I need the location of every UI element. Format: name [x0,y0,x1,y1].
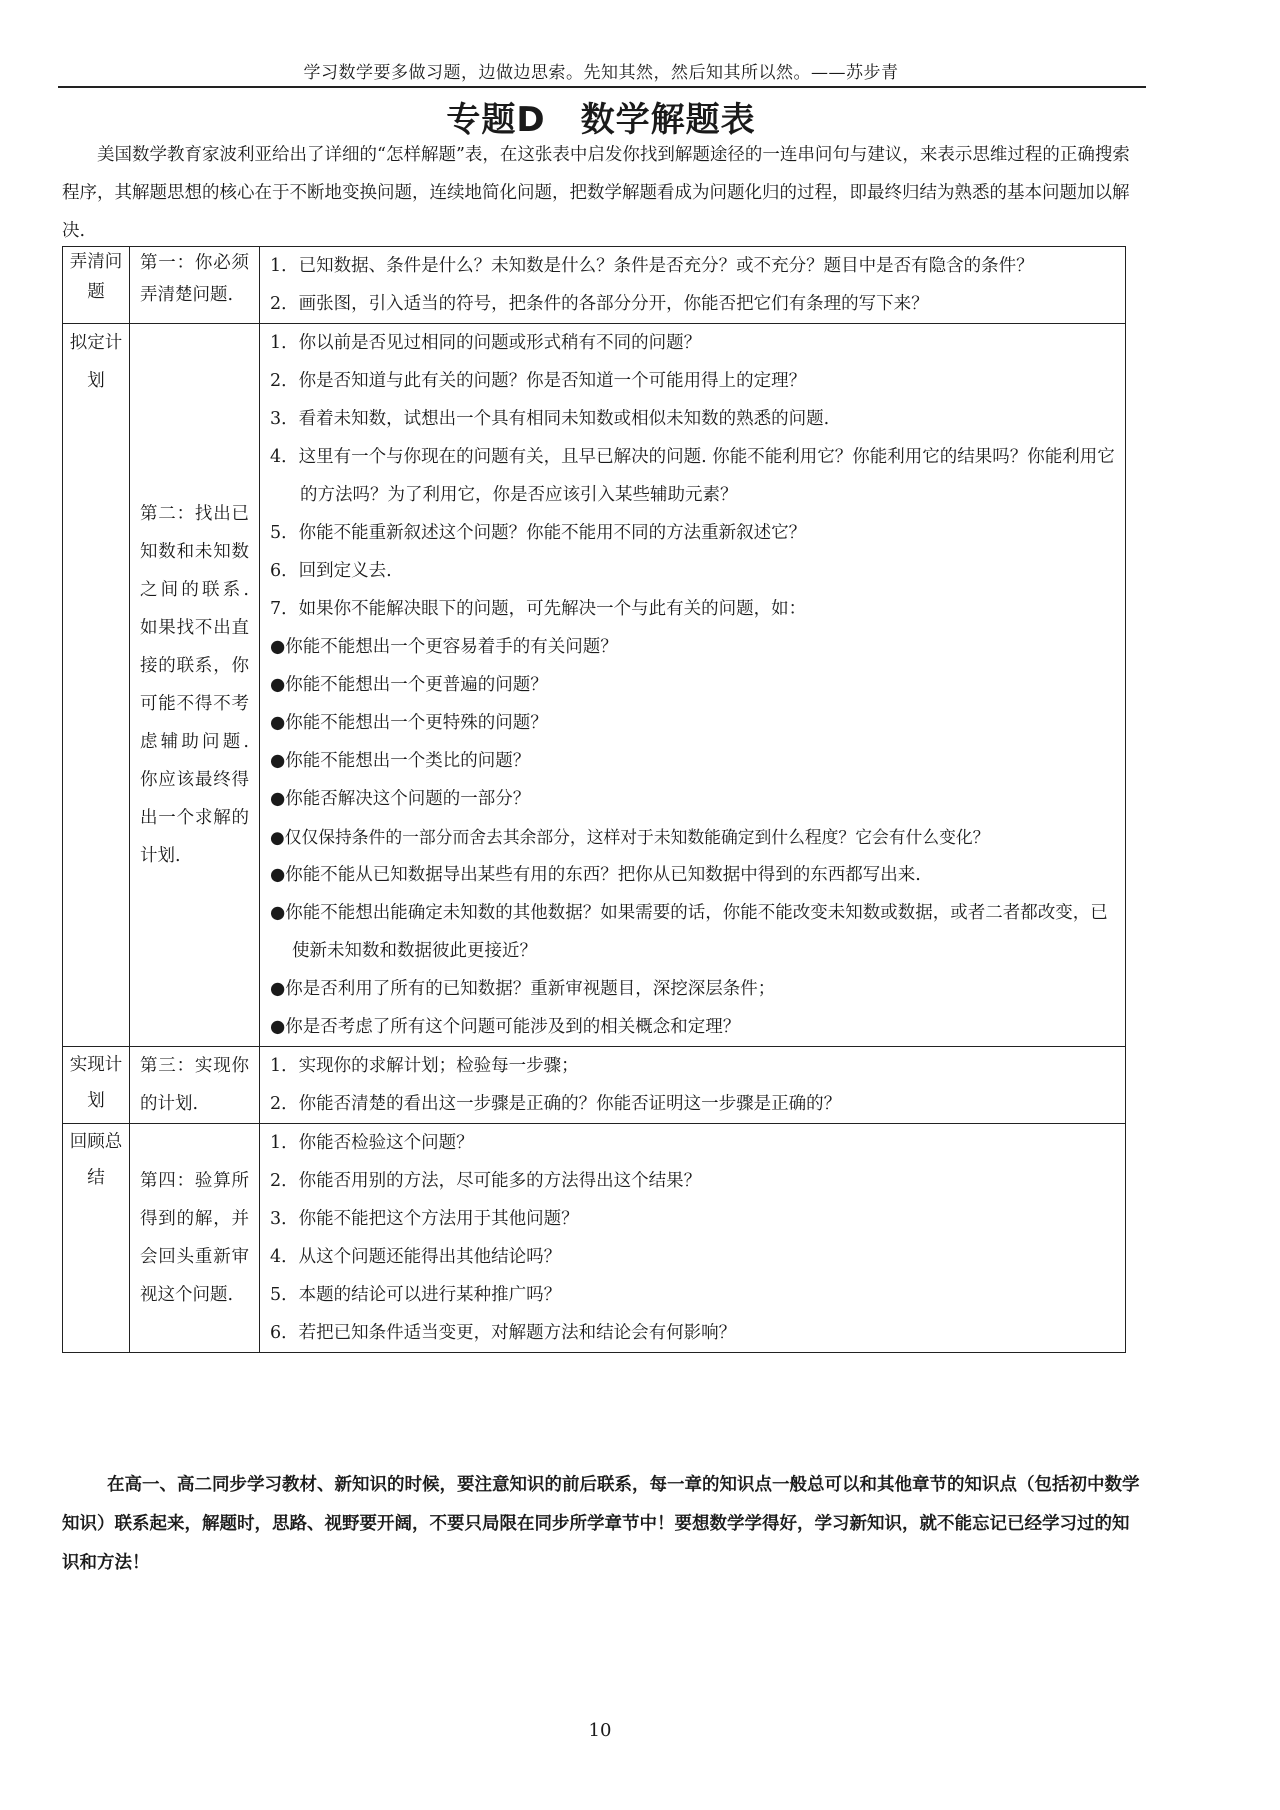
page-number: 10 [588,1720,612,1741]
list-item: 1．已知数据、条件是什么？未知数是什么？条件是否充分？或不充分？题目中是否有隐含的条件？ [270,256,1034,276]
list-item: ●你能否解决这个问题的一部分？ [270,789,531,809]
step-text: 第一：你必须弄清楚问题. [140,253,249,305]
stage-cell [63,247,130,324]
step-text: 第三：实现你的计划. [140,1056,249,1114]
study-tip-note: 在高一、高二同步学习教材、新知识的时候，要注意知识的前后联系，每一章的知识点一般总可以和其他章节的知识点（包括初中数学知识）联系起来，解题时，思路、视野要开阔，不要只局限在同步所学章节中！要想数学学得好，学习新知识，就不能忘记已经学习过的知识和方法！ [62,1475,1140,1573]
stage-cell [63,324,130,1047]
stage-label: 实现计划 [69,1055,123,1111]
list-item: 2．你能否清楚的看出这一步骤是正确的？你能否证明这一步骤是正确的？ [270,1094,842,1114]
step-cell [130,247,260,324]
list-item: ●你是否考虑了所有这个问题可能涉及到的相关概念和定理？ [270,1017,741,1037]
list-item: 4．这里有一个与你现在的问题有关，且早已解决的问题. 你能不能利用它？你能利用它的结果吗？你能利用它的方法吗？为了利用它，你是否应该引入某些辅助元素？ [270,447,1115,505]
table-row-review [63,1124,1126,1353]
step-cell [130,1047,260,1124]
list-item: ●你能不能想出一个更普遍的问题？ [270,675,548,695]
step-cell [130,324,260,1047]
list-item: ●你能不能想出一个类比的问题？ [270,751,531,771]
list-item: ●你是否利用了所有的已知数据？重新审视题目，深挖深层条件； [270,979,776,999]
list-item: 6．若把已知条件适当变更，对解题方法和结论会有何影响？ [270,1323,737,1343]
step-text: 第二：找出已知数和未知数之间的联系. 如果找不出直接的联系，你可能不得不考虑辅助问题. 你应该最终得出一个求解的计划. [140,504,249,866]
list-item: ●你能不能想出一个更容易着手的有关问题？ [270,637,618,657]
table-row-understand [63,247,1126,324]
step-text: 第四：验算所得到的解，并会回头重新审视这个问题. [140,1171,249,1305]
list-item: 3．看着未知数，试想出一个具有相同未知数或相似未知数的熟悉的问题. [270,409,830,429]
list-item: 5．本题的结论可以进行某种推广吗？ [270,1285,562,1305]
stage-cell [63,1124,130,1353]
list-item: 1．实现你的求解计划；检验每一步骤； [270,1056,579,1076]
list-item: ●你能不能想出一个更特殊的问题？ [270,713,548,733]
list-item: 2．画张图，引入适当的符号，把条件的各部分分开，你能否把它们有条理的写下来？ [270,294,929,314]
table-row-plan [63,324,1126,1047]
list-item: 1．你以前是否见过相同的问题或形式稍有不同的问题？ [270,333,702,353]
header-motto: 学习数学要多做习题，边做边思索。先知其然，然后知其所以然。——苏步青 [303,63,899,83]
page-title: 专题D 数学解题表 [446,100,756,140]
items-cell [260,1047,1126,1124]
items-cell [260,324,1126,1047]
list-item: ●仅仅保持条件的一部分而舍去其余部分，这样对于未知数能确定到什么程度？它会有什么变化？ [270,827,990,847]
list-item: 2．你能否用别的方法，尽可能多的方法得出这个结果？ [270,1171,702,1191]
table-row-execute [63,1047,1126,1124]
step-cell [130,1124,260,1353]
problem-solving-table [62,246,1126,1353]
list-item: 1．你能否检验这个问题？ [270,1133,474,1153]
stage-label: 拟定计划 [69,333,123,391]
stage-label: 弄清问题 [69,252,123,302]
items-cell [260,247,1126,324]
intro-paragraph: 美国数学教育家波利亚给出了详细的“怎样解题”表，在这张表中启发你找到解题途径的一连串问句与建议，来表示思维过程的正确搜索程序，其解题思想的核心在于不断地变换问题，连续地简化问题，把数学解题看成为问题化归的过程，即最终归结为熟悉的基本问题加以解决. [62,145,1130,241]
list-item: 3．你能不能把这个方法用于其他问题？ [270,1209,579,1229]
stage-cell [63,1047,130,1124]
items-cell [260,1124,1126,1353]
list-item: 4．从这个问题还能得出其他结论吗？ [270,1247,562,1267]
list-item: 2．你是否知道与此有关的问题？你是否知道一个可能用得上的定理？ [270,371,807,391]
list-item: 7．如果你不能解决眼下的问题，可先解决一个与此有关的问题，如： [270,599,807,619]
stage-label: 回顾总结 [69,1132,123,1188]
list-item: 5．你能不能重新叙述这个问题？你能不能用不同的方法重新叙述它？ [270,523,807,543]
header-divider [58,86,1146,88]
list-item: ●你能不能从已知数据导出某些有用的东西？把你从已知数据中得到的东西都写出来. [270,865,921,885]
list-item: ●你能不能想出能确定未知数的其他数据？如果需要的话，你能不能改变未知数或数据，或者二者都改变，已使新未知数和数据彼此更接近？ [270,903,1108,961]
list-item: 6．回到定义去. [270,561,392,581]
